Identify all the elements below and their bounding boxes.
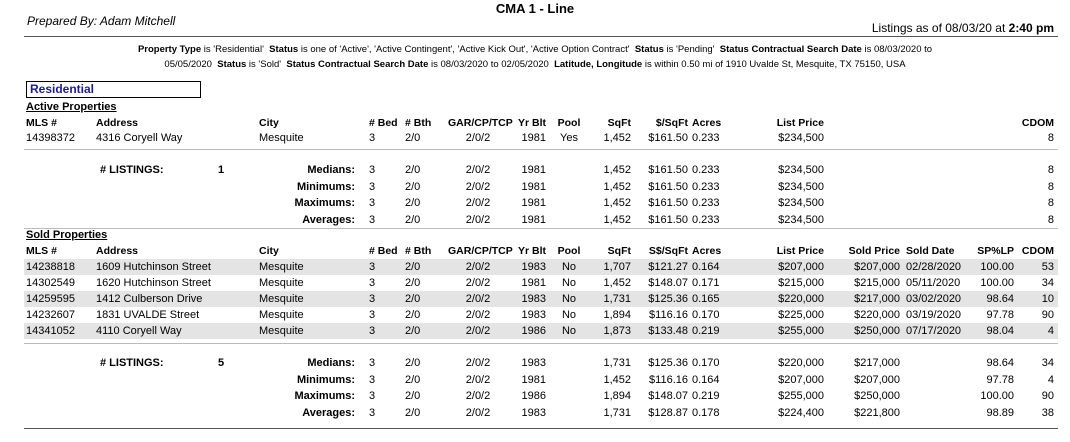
col-header-mls: MLS # <box>26 245 57 257</box>
cell-sold: $217,000 <box>854 293 900 305</box>
cell-mls: 14398372 <box>26 132 75 144</box>
criteria-field: Property Type <box>137 44 202 55</box>
criteria-field: Status <box>217 59 247 70</box>
cell-bth: 2/0 <box>405 293 421 305</box>
summary-psf: $148.07 <box>648 390 688 402</box>
cell-address: 4110 Coryell Way <box>96 325 182 337</box>
col-header-acres: Acres <box>692 245 722 257</box>
cell-address: 1412 Culberson Drive <box>96 293 203 305</box>
summary-bth: 2/0 <box>405 406 421 419</box>
col-header-yr: Yr Blt <box>517 117 546 129</box>
criteria-value: is one of 'Active', 'Active Contingent', 'Active Kick Out', 'Active Option Contract' <box>298 44 635 55</box>
summary-splp: 100.00 <box>980 390 1014 402</box>
active-table-header <box>24 115 1058 131</box>
cell-bed: 3 <box>369 309 376 321</box>
table-row[interactable] <box>24 291 1058 307</box>
cell-psf: $125.36 <box>648 293 688 305</box>
cell-list: $220,000 <box>778 293 824 305</box>
col-header-sqft: SqFt <box>607 245 631 257</box>
cell-bed: 3 <box>369 277 376 289</box>
cell-sold: $207,000 <box>854 261 900 273</box>
summary-label: Maximums: <box>294 390 355 402</box>
criteria-value: is within 0.50 mi of 1910 Uvalde St, Mesquite, TX 75150, USA <box>642 59 906 70</box>
summary-acres: 0.233 <box>692 180 720 193</box>
cell-splp: 97.78 <box>986 309 1014 321</box>
criteria-field: Status <box>634 44 664 55</box>
summary-row <box>24 179 1058 195</box>
criteria-value: is 'Residential' <box>201 44 270 55</box>
cell-pool: No <box>561 325 577 337</box>
sold-table-header <box>24 243 1058 259</box>
summary-row <box>24 355 1058 371</box>
summary-cdom: 90 <box>1041 390 1054 402</box>
summary-acres: 0.233 <box>692 197 720 209</box>
cell-list: $255,000 <box>778 325 824 337</box>
cell-mls: 14238818 <box>26 261 75 273</box>
cell-gar: 2/0/2 <box>465 293 491 305</box>
cell-list: $207,000 <box>778 261 824 273</box>
summary-row <box>24 212 1058 228</box>
cell-gar: 2/0/2 <box>465 309 491 321</box>
cell-acres: 0.164 <box>692 261 720 273</box>
summary-sqft: 1,731 <box>603 406 631 419</box>
cell-splp: 100.00 <box>980 277 1014 289</box>
summary-bed: 3 <box>369 197 376 209</box>
summary-bth: 2/0 <box>405 164 421 176</box>
col-header-list: List Price <box>776 245 824 257</box>
cell-sqft: 1,452 <box>603 277 631 289</box>
cell-mls: 14341052 <box>26 325 75 337</box>
cell-sqft: 1,873 <box>603 325 631 337</box>
cell-acres: 0.233 <box>692 132 720 144</box>
cell-gar: 2/0/2 <box>465 277 491 289</box>
col-header-list: List Price <box>776 117 824 129</box>
cell-sdate: 02/28/2020 <box>906 261 962 273</box>
cell-sdate: 03/02/2020 <box>906 293 962 305</box>
cell-address: 1831 UVALDE Street <box>96 309 200 321</box>
summary-psf: $125.36 <box>648 357 688 369</box>
col-header-psf: S$/SqFt <box>648 245 688 257</box>
cell-sqft: 1,894 <box>603 309 631 321</box>
cell-pool: No <box>561 293 577 305</box>
footer-rule <box>24 428 1058 429</box>
cell-sqft: 1,731 <box>603 293 631 305</box>
cell-mls: 14259595 <box>26 293 75 305</box>
cell-pool: Yes <box>560 132 578 144</box>
col-header-yr: Yr Blt <box>517 245 546 257</box>
criteria-field: Status Contractual Search Date <box>719 44 862 55</box>
summary-bth: 2/0 <box>405 373 421 386</box>
cell-yr: 1986 <box>521 325 546 337</box>
cell-list: $215,000 <box>778 277 824 289</box>
summary-gar: 2/0/2 <box>465 373 491 386</box>
summary-psf: $161.50 <box>648 197 688 209</box>
summary-label: Minimums: <box>296 180 355 193</box>
cell-sdate: 07/17/2020 <box>906 325 962 337</box>
cell-city: Mesquite <box>259 261 304 273</box>
summary-bed: 3 <box>369 357 376 369</box>
summary-psf: $161.50 <box>648 213 688 226</box>
search-criteria-line-1 <box>0 44 1070 55</box>
summary-gar: 2/0/2 <box>465 406 491 419</box>
col-header-address: Address <box>96 245 139 257</box>
summary-cdom: 4 <box>1047 373 1054 386</box>
summary-yr: 1983 <box>521 406 546 419</box>
cell-yr: 1981 <box>521 277 546 289</box>
summary-cdom: 8 <box>1047 164 1054 176</box>
cell-bed: 3 <box>369 132 376 144</box>
summary-list: $255,000 <box>778 390 824 402</box>
summary-bth: 2/0 <box>405 197 421 209</box>
summary-sqft: 1,452 <box>603 197 631 209</box>
summary-sqft: 1,731 <box>603 357 631 369</box>
cell-sold: $215,000 <box>854 277 900 289</box>
cell-acres: 0.219 <box>692 325 720 337</box>
sold-divider <box>24 343 1058 344</box>
summary-cdom: 8 <box>1047 213 1054 226</box>
summary-sold: $250,000 <box>854 390 900 402</box>
col-header-cdom: CDOM <box>1021 245 1054 257</box>
cell-mls: 14232607 <box>26 309 75 321</box>
listings-as-of-time: 2:40 pm <box>1008 21 1054 35</box>
cell-bed: 3 <box>369 261 376 273</box>
summary-bed: 3 <box>369 213 376 226</box>
summary-gar: 2/0/2 <box>465 180 491 193</box>
criteria-value: is 'Sold' <box>246 59 287 70</box>
cell-cdom: 53 <box>1041 261 1054 273</box>
cell-psf: $161.50 <box>648 132 688 144</box>
table-row[interactable] <box>24 130 1058 146</box>
summary-sqft: 1,452 <box>603 180 631 193</box>
summary-list: $220,000 <box>778 357 824 369</box>
active-divider <box>24 149 1058 150</box>
cell-list: $234,500 <box>778 132 824 144</box>
col-header-pool: Pool <box>557 117 581 129</box>
summary-gar: 2/0/2 <box>465 213 491 226</box>
cell-yr: 1983 <box>521 309 546 321</box>
cell-city: Mesquite <box>259 293 304 305</box>
cell-yr: 1983 <box>521 261 546 273</box>
summary-psf: $116.16 <box>649 373 688 386</box>
search-criteria-line-2 <box>0 59 1070 70</box>
summary-psf: $128.87 <box>648 406 688 419</box>
listings-as-of <box>872 21 1054 35</box>
summary-row <box>24 162 1058 178</box>
summary-cdom: 38 <box>1041 406 1054 419</box>
cell-sold: $250,000 <box>854 325 900 337</box>
cell-address: 4316 Coryell Way <box>96 132 183 144</box>
cell-gar: 2/0/2 <box>465 325 491 337</box>
col-header-address: Address <box>96 117 139 129</box>
col-header-psf: $/SqFt <box>655 117 688 129</box>
listings-count: 5 <box>218 357 225 369</box>
active-properties-heading: Active Properties <box>26 101 117 113</box>
section-divider <box>24 228 1058 229</box>
criteria-field: Status <box>269 44 299 55</box>
cell-psf: $148.07 <box>648 277 688 289</box>
cell-pool: No <box>561 261 577 273</box>
summary-psf: $161.50 <box>648 164 688 176</box>
summary-list: $234,500 <box>778 164 824 176</box>
summary-cdom: 8 <box>1047 180 1054 193</box>
summary-acres: 0.164 <box>692 373 720 386</box>
cell-city: Mesquite <box>259 277 304 289</box>
cell-gar: 2/0/2 <box>465 261 491 273</box>
col-header-pool: Pool <box>557 245 581 257</box>
cell-splp: 100.00 <box>980 261 1014 273</box>
summary-gar: 2/0/2 <box>465 390 491 402</box>
col-header-acres: Acres <box>692 117 722 129</box>
summary-gar: 2/0/2 <box>465 197 491 209</box>
cell-acres: 0.171 <box>692 277 720 289</box>
summary-yr: 1981 <box>521 197 546 209</box>
cell-sqft: 1,452 <box>603 132 631 144</box>
summary-sqft: 1,452 <box>603 213 631 226</box>
summary-acres: 0.170 <box>692 357 720 369</box>
summary-list: $207,000 <box>778 373 824 386</box>
cell-pool: No <box>561 309 577 321</box>
col-header-sqft: SqFt <box>607 117 631 129</box>
col-header-bed: # Bed <box>369 117 398 129</box>
sold-properties-heading: Sold Properties <box>26 229 108 241</box>
summary-list: $234,500 <box>778 197 824 209</box>
cell-yr: 1981 <box>521 132 546 144</box>
cell-cdom: 90 <box>1041 309 1054 321</box>
summary-sold: $221,800 <box>854 406 900 419</box>
summary-label: Minimums: <box>296 373 355 386</box>
cell-cdom: 34 <box>1041 277 1054 289</box>
summary-sold: $217,000 <box>854 357 900 369</box>
summary-label: Medians: <box>307 357 355 369</box>
summary-splp: 98.64 <box>986 357 1014 369</box>
header-rule <box>24 36 1058 37</box>
cell-mls: 14302549 <box>26 277 75 289</box>
table-row[interactable] <box>24 275 1058 291</box>
summary-psf: $161.50 <box>648 180 688 193</box>
summary-cdom: 8 <box>1047 197 1054 209</box>
table-row[interactable] <box>24 259 1058 275</box>
criteria-field: Status Contractual Search Date <box>286 59 429 70</box>
cell-address: 1609 Hutchinson Street <box>96 261 211 273</box>
summary-sqft: 1,894 <box>603 390 631 402</box>
cell-sqft: 1,707 <box>603 261 631 273</box>
col-header-bth: # Bth <box>405 245 432 257</box>
cell-splp: 98.04 <box>986 325 1014 337</box>
summary-bed: 3 <box>369 180 376 193</box>
listings-count: 1 <box>218 164 225 176</box>
cell-gar: 2/0/2 <box>465 132 491 144</box>
summary-bth: 2/0 <box>405 213 421 226</box>
summary-acres: 0.233 <box>692 213 720 226</box>
cell-sdate: 05/11/2020 <box>906 277 961 289</box>
prepared-by: Prepared By: Adam Mitchell <box>27 14 176 28</box>
summary-bth: 2/0 <box>405 180 421 193</box>
cell-splp: 98.64 <box>986 293 1014 305</box>
table-row[interactable] <box>24 307 1058 323</box>
summary-splp: 98.89 <box>986 406 1014 419</box>
cell-psf: $133.48 <box>648 325 688 337</box>
summary-sold: $207,000 <box>854 373 900 386</box>
summary-label: Medians: <box>307 164 355 176</box>
summary-bed: 3 <box>369 390 376 402</box>
summary-label: Averages: <box>302 406 355 419</box>
cell-bth: 2/0 <box>405 277 421 289</box>
summary-row <box>24 372 1058 388</box>
cell-cdom: 8 <box>1047 132 1054 144</box>
cell-list: $225,000 <box>778 309 824 321</box>
summary-bed: 3 <box>369 406 376 419</box>
cell-address: 1620 Hutchinson Street <box>96 277 211 289</box>
criteria-value: 05/05/2020 <box>164 59 218 70</box>
cell-sold: $220,000 <box>854 309 900 321</box>
col-header-cdom: CDOM <box>1021 117 1054 129</box>
summary-label: Maximums: <box>294 197 355 209</box>
col-header-bed: # Bed <box>369 245 398 257</box>
cell-bed: 3 <box>369 325 376 337</box>
summary-row <box>24 388 1058 404</box>
summary-row <box>24 195 1058 211</box>
summary-yr: 1983 <box>521 357 546 369</box>
cell-city: Mesquite <box>259 309 304 321</box>
summary-acres: 0.219 <box>692 390 720 402</box>
cell-bth: 2/0 <box>405 325 421 337</box>
summary-yr: 1981 <box>521 213 546 226</box>
summary-row <box>24 405 1058 421</box>
cell-acres: 0.165 <box>692 293 720 305</box>
cell-city: Mesquite <box>259 325 304 337</box>
criteria-field: Latitude, Longitude <box>554 59 643 70</box>
summary-acres: 0.233 <box>692 164 720 176</box>
col-header-gar: GAR/CP/TCP <box>448 245 513 257</box>
summary-list: $234,500 <box>778 180 824 193</box>
cell-pool: No <box>561 277 577 289</box>
cell-bth: 2/0 <box>405 132 421 144</box>
summary-bed: 3 <box>369 164 376 176</box>
cell-bth: 2/0 <box>405 261 421 273</box>
summary-yr: 1981 <box>521 373 546 386</box>
cell-sdate: 03/19/2020 <box>906 309 962 321</box>
criteria-value: is 08/03/2020 to <box>861 44 933 55</box>
summary-label: Averages: <box>302 213 355 226</box>
summary-gar: 2/0/2 <box>465 357 491 369</box>
col-header-sdate: Sold Date <box>906 245 955 257</box>
summary-gar: 2/0/2 <box>465 164 491 176</box>
criteria-value: is 08/03/2020 to 02/05/2020 <box>428 59 555 70</box>
cell-city: Mesquite <box>259 132 304 144</box>
listings-count-label: # LISTINGS: <box>100 164 164 176</box>
summary-bth: 2/0 <box>405 357 421 369</box>
listings-count-label: # LISTINGS: <box>100 357 164 369</box>
col-header-splp: SP%LP <box>977 245 1014 257</box>
cell-cdom: 4 <box>1047 325 1054 337</box>
summary-sqft: 1,452 <box>603 164 631 176</box>
summary-yr: 1981 <box>521 164 546 176</box>
report-title: CMA 1 - Line <box>495 1 575 16</box>
col-header-gar: GAR/CP/TCP <box>448 117 513 129</box>
table-row[interactable] <box>24 323 1058 339</box>
cell-bed: 3 <box>369 293 376 305</box>
col-header-city: City <box>259 245 279 257</box>
summary-yr: 1981 <box>521 180 546 193</box>
col-header-mls: MLS # <box>26 117 57 129</box>
section-residential: Residential <box>26 81 201 98</box>
summary-yr: 1986 <box>521 390 546 402</box>
summary-list: $224,400 <box>778 406 824 419</box>
listings-as-of-label: Listings as of 08/03/20 at <box>871 21 1006 35</box>
summary-sqft: 1,452 <box>603 373 631 386</box>
cell-yr: 1983 <box>521 293 546 305</box>
col-header-sold: Sold Price <box>848 245 900 257</box>
summary-list: $234,500 <box>778 213 824 226</box>
cell-acres: 0.170 <box>692 309 720 321</box>
criteria-value: is 'Pending' <box>663 44 720 55</box>
summary-bed: 3 <box>369 373 376 386</box>
summary-cdom: 34 <box>1041 357 1054 369</box>
summary-splp: 97.78 <box>986 373 1014 386</box>
cell-psf: $121.27 <box>648 261 688 273</box>
cell-bth: 2/0 <box>405 309 421 321</box>
summary-bth: 2/0 <box>405 390 421 402</box>
col-header-bth: # Bth <box>405 117 432 129</box>
col-header-city: City <box>259 117 279 129</box>
summary-acres: 0.178 <box>692 406 720 419</box>
cell-cdom: 10 <box>1041 293 1054 305</box>
cell-psf: $116.16 <box>649 309 688 321</box>
